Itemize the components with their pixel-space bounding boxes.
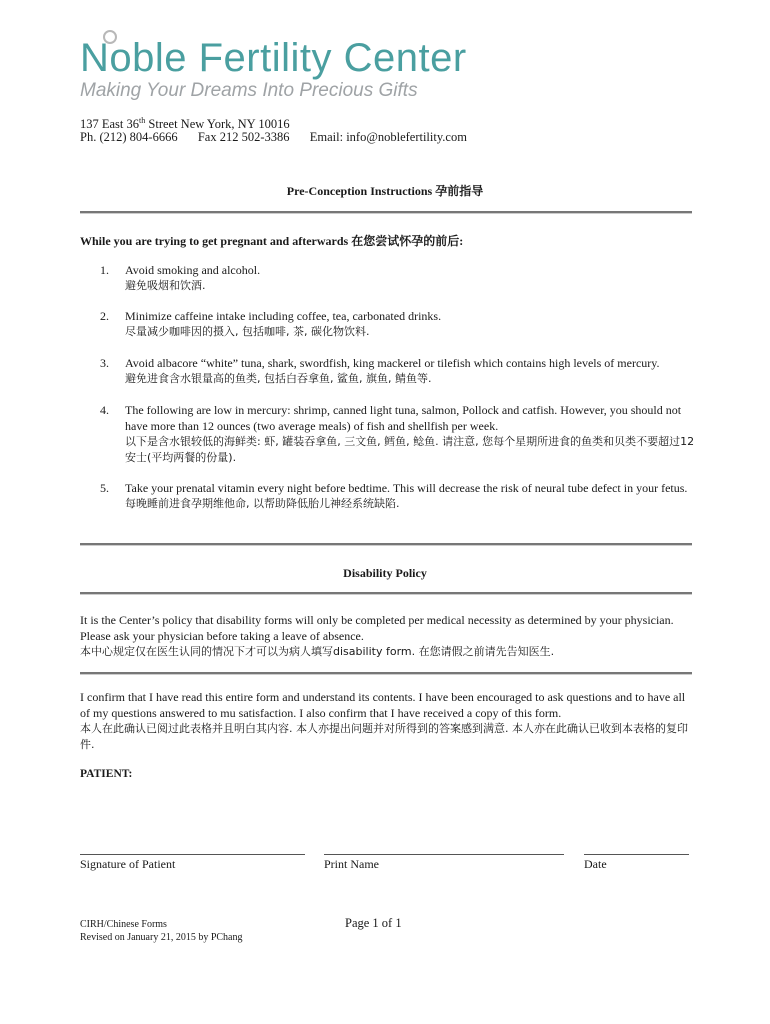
patient-label: PATIENT:: [80, 768, 133, 780]
logo-tagline: Making Your Dreams Into Precious Gifts: [80, 80, 418, 101]
contact-line: [80, 130, 467, 145]
revision-note: Revised on January 21, 2015 by PChang: [80, 932, 243, 943]
disability-title: Disability Policy: [343, 566, 427, 580]
date-field[interactable]: [584, 854, 689, 855]
divider: [80, 543, 692, 546]
logo-ring-icon: [103, 30, 117, 44]
divider: [80, 592, 692, 595]
email: Email: info@noblefertility.com: [309, 130, 467, 144]
signature-label: Signature of Patient: [80, 857, 176, 871]
confirmation-text: I confirm that I have read this entire form and understand its contents. I have been encouraged to ask questions and to have all of my questions answered to mu satisfaction. I also confirm that I have received a copy of this form. 本人在此确认已阅过此表格并且明白其内容. 本人亦提出问题并对所得到的答案感到满意. 本人亦在此确认已收到本表格的复印件.: [80, 690, 688, 751]
instructions-title: Pre-Conception Instructions 孕前指导: [286, 184, 484, 198]
form-id: CIRH/Chinese Forms: [80, 919, 167, 930]
instructions-intro: While you are trying to get pregnant and afterwards 在您尝试怀孕的前后:: [80, 234, 464, 248]
divider: [80, 672, 692, 675]
print-name-label: Print Name: [324, 857, 379, 871]
page-number: Page 1 of 1: [345, 916, 402, 930]
signature-field[interactable]: [80, 854, 305, 855]
logo-title: Noble Fertility Center: [80, 38, 467, 78]
phone: Ph. (212) 804-6666: [80, 130, 178, 144]
fax: Fax 212 502-3386: [197, 130, 290, 144]
disability-text: It is the Center’s policy that disability forms will only be completed per medical necessity as determined by your physician. Please ask your physician before taking a leave of absence. 本中心规定仅在医生认同的情况下才可以为病人填写disability form. 在您请假之前请先告知医生.: [80, 613, 674, 658]
address-line: 137 East 36th Street New York, NY 10016: [80, 116, 290, 132]
divider: [80, 211, 692, 214]
print-name-field[interactable]: [324, 854, 564, 855]
date-label: Date: [584, 857, 607, 871]
